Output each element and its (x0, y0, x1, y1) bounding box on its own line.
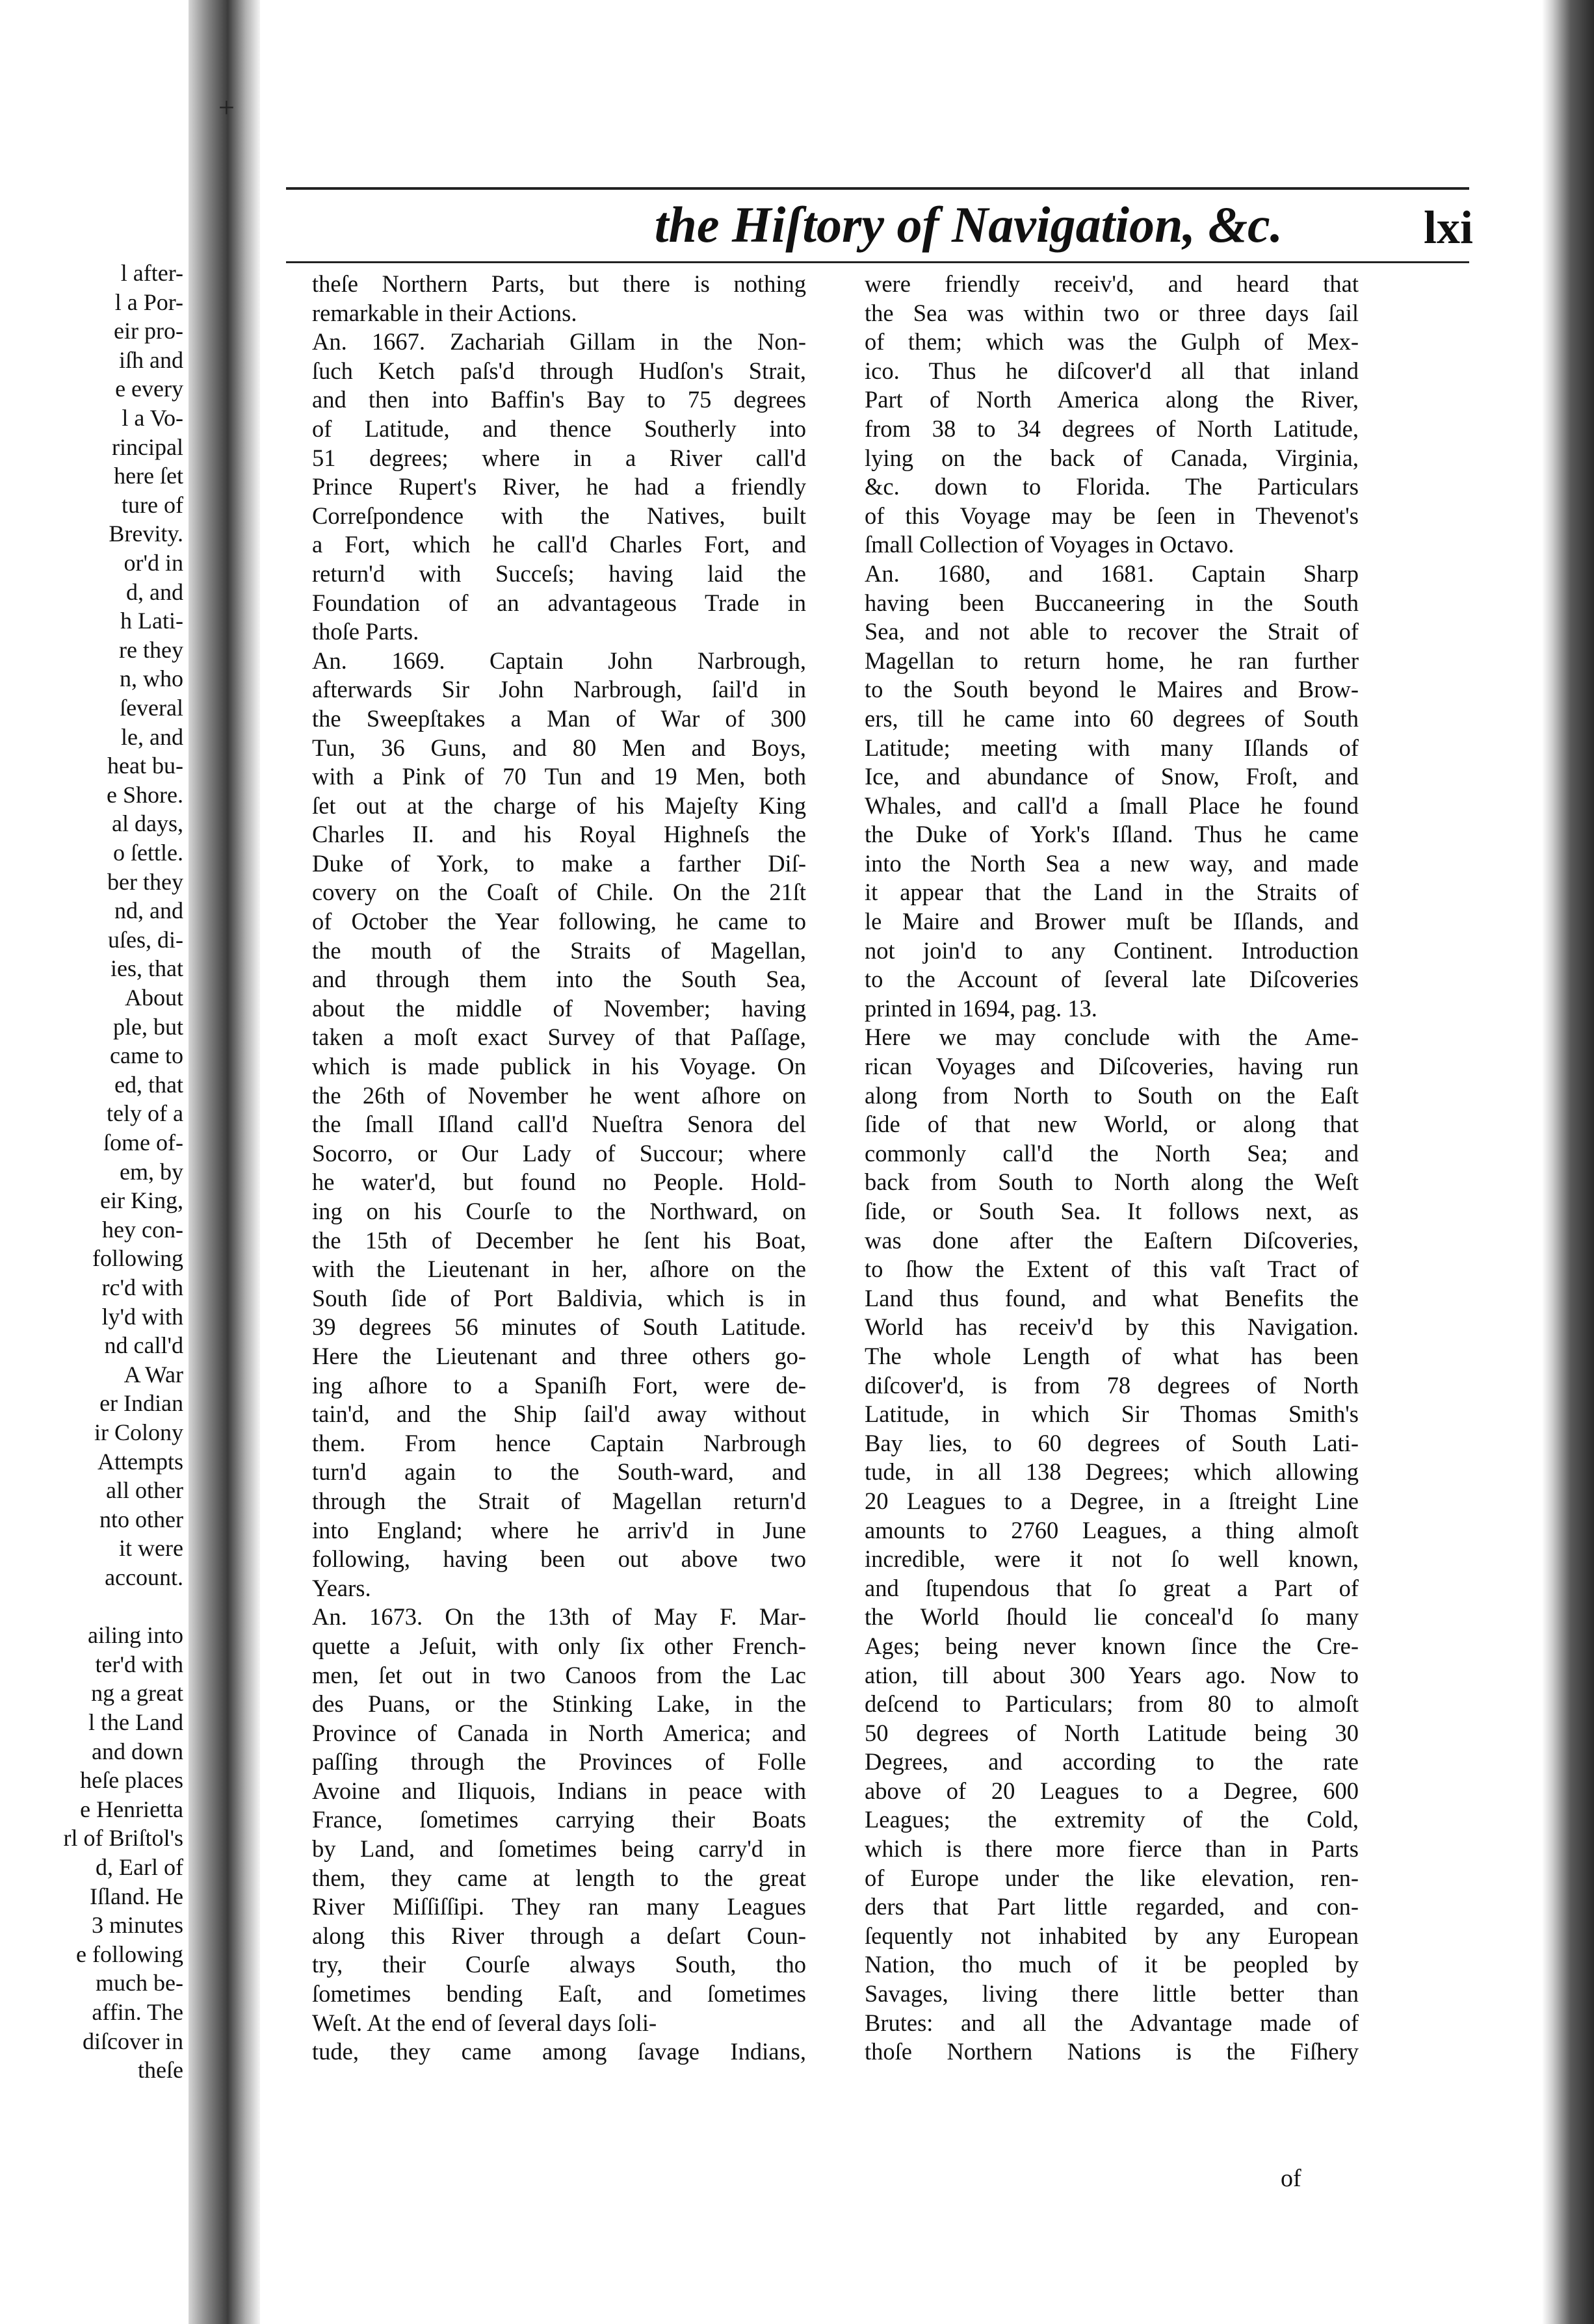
text-line: Latitude, in which Sir Thomas Smith's (865, 1401, 1359, 1428)
text-line: 39 degrees 56 minutes of South Latitude. (312, 1313, 806, 1341)
text-line: Avoine and Iliquois, Indians in peace with (312, 1777, 806, 1804)
text-line: South ſide of Port Baldivia, which is in (312, 1284, 806, 1311)
text-line: thoſe Parts. (312, 618, 419, 645)
text-line: remarkable in their Actions. (312, 299, 577, 326)
fragment-line: e Shore. (107, 781, 183, 808)
text-line: Duke of York, to make a farther Diſ- (312, 849, 806, 877)
fragment-line: diſcover in (83, 2028, 183, 2054)
text-line: ders that Part little regarded, and con- (865, 1893, 1359, 1920)
text-line: theſe Northern Parts, but there is nothing (312, 270, 806, 297)
fragment-line: Brevity. (109, 521, 183, 547)
text-line: turn'd again to the South-ward, and (312, 1458, 806, 1486)
fragment-line: heat bu- (107, 753, 183, 779)
text-line: Sea, and not able to recover the Strait of (865, 618, 1359, 645)
text-line: &c. down to Florida. The Particulars (865, 473, 1359, 500)
text-line: from 38 to 34 degrees of North Latitude, (865, 415, 1359, 442)
text-line: them. From hence Captain Narbrough (312, 1429, 806, 1456)
fragment-line: tely of a (107, 1100, 183, 1127)
text-line: Brutes: and all the Advantage made of (865, 2009, 1359, 2036)
fragment-line: l a Por- (114, 289, 183, 315)
text-line: World has receiv'd by this Navigation. (865, 1313, 1359, 1341)
text-line: return'd with Succeſs; having laid the (312, 560, 806, 587)
fragment-line: affin. The (92, 1999, 183, 2025)
text-line: thoſe Northern Nations is the Fiſhery (865, 2038, 1359, 2065)
text-line: ſuch Ketch paſs'd through Hudſon's Strait, (312, 357, 806, 384)
text-line: An. 1673. On the 13th of May F. Mar- (312, 1603, 806, 1631)
text-line: the ſmall Iſland call'd Nueſtra Senora del (312, 1111, 806, 1138)
fragment-line: em, by (120, 1158, 183, 1185)
running-head-title: the Hiſtory of Navigation, &c. (654, 196, 1283, 253)
text-line: ing on his Courſe to the Northward, on (312, 1198, 806, 1224)
text-line: tude, in all 138 Degrees; which allowing (865, 1458, 1359, 1486)
text-line: which is made publick in his Voyage. On (312, 1053, 806, 1080)
text-line: back from South to North along the Weſt (865, 1168, 1359, 1196)
fragment-line: A War (124, 1361, 183, 1388)
text-line: 51 degrees; where in a River call'd (312, 444, 806, 471)
text-line: Tun, 36 Guns, and 80 Men and Boys, (312, 734, 806, 761)
fragment-line: d, Earl of (96, 1854, 183, 1880)
text-line: Ages; being never known ſince the Cre- (865, 1632, 1359, 1659)
text-line: Charles II. and his Royal Highneſs the (312, 821, 806, 848)
text-line: which is there more fierce than in Parts (865, 1835, 1359, 1863)
text-line: The whole Length of what has been (865, 1342, 1359, 1369)
fragment-line: e following (76, 1941, 183, 1967)
fragment-line: o ſettle. (113, 840, 183, 866)
fragment-line: ber they (107, 868, 183, 895)
text-line: France, ſometimes carrying their Boats (312, 1806, 806, 1833)
page-number: lxi (1424, 201, 1474, 253)
text-line: Prince Rupert's River, he had a friendly (312, 473, 806, 500)
text-line: Latitude; meeting with many Iſlands of (865, 734, 1359, 761)
text-line: diſcover'd, is from 78 degrees of North (865, 1371, 1359, 1399)
fragment-line: eir King, (100, 1187, 183, 1214)
text-line: amounts to 2760 Leagues, a thing almoſt (865, 1516, 1359, 1543)
fragment-line: 3 minutes (92, 1912, 183, 1939)
text-line: tain'd, and the Ship ſail'd away without (312, 1401, 806, 1428)
fragment-line: uſes, di- (108, 926, 183, 953)
text-line: was done after the Eaſtern Diſcoveries, (865, 1226, 1359, 1254)
fragment-line: and down (92, 1738, 183, 1764)
text-line: Foundation of an advantageous Trade in (312, 589, 806, 616)
text-line: Leagues; the extremity of the Cold, (865, 1806, 1359, 1833)
text-line: An. 1667. Zachariah Gillam in the Non- (312, 328, 806, 355)
text-line: to the Account of ſeveral late Diſcoveries (865, 966, 1359, 993)
text-column-right (865, 270, 1359, 2067)
facing-page-fragment (0, 78, 189, 2242)
fragment-line: e Henrietta (80, 1796, 183, 1822)
text-line: ico. Thus he diſcover'd all that inland (865, 357, 1359, 384)
text-line: were friendly receiv'd, and heard that (865, 270, 1359, 297)
text-line: deſcend to Particulars; from 80 to almoſt (865, 1690, 1359, 1718)
fragment-line: l a Vo- (122, 405, 183, 431)
text-line: following, having been out above two (312, 1545, 806, 1573)
fragment-line: came to (110, 1042, 183, 1069)
fragment-line: nd call'd (104, 1332, 183, 1359)
text-line: Province of Canada in North America; and (312, 1719, 806, 1746)
text-line: it appear that the Land in the Straits of (865, 879, 1359, 906)
text-line: the Sea was within two or three days ſail (865, 299, 1359, 326)
text-line: Weſt. At the end of ſeveral days ſoli- (312, 2009, 657, 2036)
fragment-line: ple, but (113, 1013, 183, 1040)
text-line: along this River through a deſart Coun- (312, 1922, 806, 1949)
fragment-line: rl of Briſtol's (63, 1825, 183, 1852)
text-line: by Land, and ſometimes being carry'd in (312, 1835, 806, 1863)
text-line: into England; where he arriv'd in June (312, 1516, 806, 1543)
text-line: through the Strait of Magellan return'd (312, 1487, 806, 1514)
page-edge-shadow (1542, 0, 1594, 2324)
text-line: into the North Sea a new way, and made (865, 849, 1359, 877)
text-line: An. 1680, and 1681. Captain Sharp (865, 560, 1359, 587)
text-line: Part of North America along the River, (865, 386, 1359, 413)
fragment-line: ed, that (114, 1071, 183, 1098)
text-line: covery on the Coaſt of Chile. On the 21ſt (312, 879, 806, 906)
fragment-line: e every (115, 376, 183, 402)
text-line: ation, till about 300 Years ago. Now to (865, 1661, 1359, 1688)
text-line: An. 1669. Captain John Narbrough, (312, 647, 806, 674)
text-column-left (312, 270, 806, 2067)
fragment-line: al days, (112, 810, 183, 837)
text-line: to ſhow the Extent of this vaſt Tract of (865, 1256, 1359, 1283)
fragment-line: all other (106, 1477, 183, 1504)
text-line: Ice, and abundance of Snow, Froſt, and (865, 763, 1359, 790)
text-line: about the middle of November; having (312, 994, 806, 1022)
text-line: a Fort, which he call'd Charles Fort, and (312, 531, 806, 558)
text-line: Degrees, and according to the rate (865, 1748, 1359, 1775)
fragment-line: Attempts (98, 1448, 183, 1475)
text-line: printed in 1694, pag. 13. (865, 994, 1097, 1022)
fragment-line: ies, that (111, 955, 183, 982)
fragment-line: ailing into (88, 1622, 183, 1649)
text-line: Whales, and call'd a ſmall Place he found (865, 792, 1359, 819)
fragment-line: ſome of- (103, 1130, 183, 1156)
text-line: ſequently not inhabited by any European (865, 1922, 1359, 1949)
text-line: 20 Leagues to a Degree, in a ſtreight Line (865, 1487, 1359, 1514)
text-line: he water'd, but found no People. Hold- (312, 1168, 806, 1196)
text-line: them, they came at length to the great (312, 1864, 806, 1891)
fragment-line: eir pro- (114, 318, 183, 344)
text-line: ſet out at the charge of his Majeſty King (312, 792, 806, 819)
text-line: to the South beyond le Maires and Brow- (865, 676, 1359, 703)
text-line: of Europe under the like elevation, ren- (865, 1864, 1359, 1891)
fragment-line: ſeveral (120, 695, 183, 721)
fragment-line: rincipal (112, 433, 183, 460)
text-line: of them; which was the Gulph of Mex- (865, 328, 1359, 355)
fragment-line: n, who (120, 665, 183, 692)
text-line: Socorro, or Our Lady of Succour; where (312, 1139, 806, 1167)
text-line: Here we may conclude with the Ame- (865, 1024, 1359, 1051)
text-line: of Latitude, and thence Southerly into (312, 415, 806, 442)
text-line: ers, till he came into 60 degrees of South (865, 704, 1359, 732)
text-line: River Miſſiſſipi. They ran many Leagues (312, 1893, 806, 1920)
text-line: with a Pink of 70 Tun and 19 Men, both (312, 763, 806, 790)
text-line: des Puans, or the Stinking Lake, in the (312, 1690, 806, 1718)
fragment-line: er Indian (99, 1390, 183, 1417)
text-line: Land thus found, and what Benefits the (865, 1284, 1359, 1311)
fragment-line: nto other (99, 1506, 183, 1532)
fragment-line: here ſet (114, 463, 183, 489)
text-line: Nation, tho much of it be peopled by (865, 1951, 1359, 1978)
fragment-line: re they (119, 636, 183, 663)
text-line: and then into Baffin's Bay to 75 degrees (312, 386, 806, 413)
fragment-line: account. (105, 1564, 183, 1590)
fragment-line: or'd in (124, 550, 183, 576)
text-line: Magellan to return home, he ran further (865, 647, 1359, 674)
fragment-line: l the Land (88, 1709, 183, 1735)
text-line: ſide, or South Sea. It follows next, as (865, 1198, 1359, 1224)
text-line: try, their Courſe always South, tho (312, 1951, 806, 1978)
fragment-line: it were (119, 1535, 183, 1562)
text-line: of this Voyage may be ſeen in Thevenot's (865, 502, 1359, 529)
text-line: paſſing through the Provinces of Folle (312, 1748, 806, 1775)
text-line: ſide of that new World, or along that (865, 1111, 1359, 1138)
fragment-line: ly'd with (101, 1303, 183, 1330)
text-line: the mouth of the Straits of Magellan, (312, 936, 806, 964)
fragment-line: ture of (122, 491, 183, 518)
text-line: tude, they came among ſavage Indians, (312, 2038, 806, 2065)
fragment-line: ir Colony (94, 1419, 183, 1445)
text-line: the World ſhould lie conceal'd ſo many (865, 1603, 1359, 1631)
fragment-line: rc'd with (101, 1274, 183, 1300)
text-line: commonly call'd the North Sea; and (865, 1139, 1359, 1167)
catchword: of (1281, 2165, 1301, 2192)
text-line: along from North to South on the Eaſt (865, 1081, 1359, 1109)
text-line: lying on the back of Canada, Virginia, (865, 444, 1359, 471)
text-line: quette a Jeſuit, with only ſix other French- (312, 1632, 806, 1659)
text-line: Here the Lieutenant and three others go- (312, 1342, 806, 1369)
fragment-line: heſe places (80, 1767, 183, 1794)
page (260, 0, 1542, 2324)
fragment-line: Iſland. He (90, 1883, 183, 1909)
fragment-line: nd, and (114, 897, 183, 924)
text-line: le Maire and Brower muſt be Iſlands, and (865, 908, 1359, 935)
text-line: taken a moſt exact Survey of that Paſſage, (312, 1024, 806, 1051)
text-line: the 15th of December he ſent his Boat, (312, 1226, 806, 1254)
fragment-line: following (92, 1245, 183, 1272)
text-line: with the Lieutenant in her, aſhore on the (312, 1256, 806, 1283)
text-line: incredible, were it not ſo well known, (865, 1545, 1359, 1573)
text-line: not join'd to any Continent. Introduction (865, 936, 1359, 964)
fragment-line: hey con- (102, 1216, 183, 1243)
fragment-line: l after- (120, 260, 183, 286)
gutter-mark: + (218, 92, 235, 123)
binding-gutter (189, 0, 260, 2324)
text-line: ing aſhore to a Spaniſh Fort, were de- (312, 1371, 806, 1399)
text-line: having been Buccaneering in the South (865, 589, 1359, 616)
text-line: men, ſet out in two Canoos from the Lac (312, 1661, 806, 1688)
text-line: the Sweepſtakes a Man of War of 300 (312, 704, 806, 732)
fragment-line: ter'd with (95, 1651, 183, 1677)
text-line: Years. (312, 1574, 371, 1601)
fragment-line: much be- (96, 1970, 183, 1996)
text-line: Savages, living there little better than (865, 1980, 1359, 2008)
fragment-line: ng a great (91, 1680, 183, 1707)
text-line: 50 degrees of North Latitude being 30 (865, 1719, 1359, 1746)
fragment-line: d, and (126, 578, 183, 605)
header-rule-bottom (286, 261, 1469, 263)
text-line: the 26th of November he went aſhore on (312, 1081, 806, 1109)
fragment-line: h Lati- (120, 608, 183, 634)
fragment-line: theſe (138, 2057, 183, 2084)
fragment-line: iſh and (119, 346, 183, 373)
text-line: above of 20 Leagues to a Degree, 600 (865, 1777, 1359, 1804)
fragment-line: About (125, 985, 183, 1011)
text-line: and through them into the South Sea, (312, 966, 806, 993)
text-line: of October the Year following, he came to (312, 908, 806, 935)
text-line: rican Voyages and Diſcoveries, having run (865, 1053, 1359, 1080)
text-line: Bay lies, to 60 degrees of South Lati- (865, 1429, 1359, 1456)
fragment-line: le, and (121, 723, 183, 750)
text-line: afterwards Sir John Narbrough, ſail'd in (312, 676, 806, 703)
text-line: Correſpondence with the Natives, built (312, 502, 806, 529)
text-line: ſometimes bending Eaſt, and ſometimes (312, 1980, 806, 2008)
header-rule-top (286, 187, 1469, 190)
text-line: ſmall Collection of Voyages in Octavo. (865, 531, 1235, 558)
text-line: and ſtupendous that ſo great a Part of (865, 1574, 1359, 1601)
text-line: the Duke of York's Iſland. Thus he came (865, 821, 1359, 848)
